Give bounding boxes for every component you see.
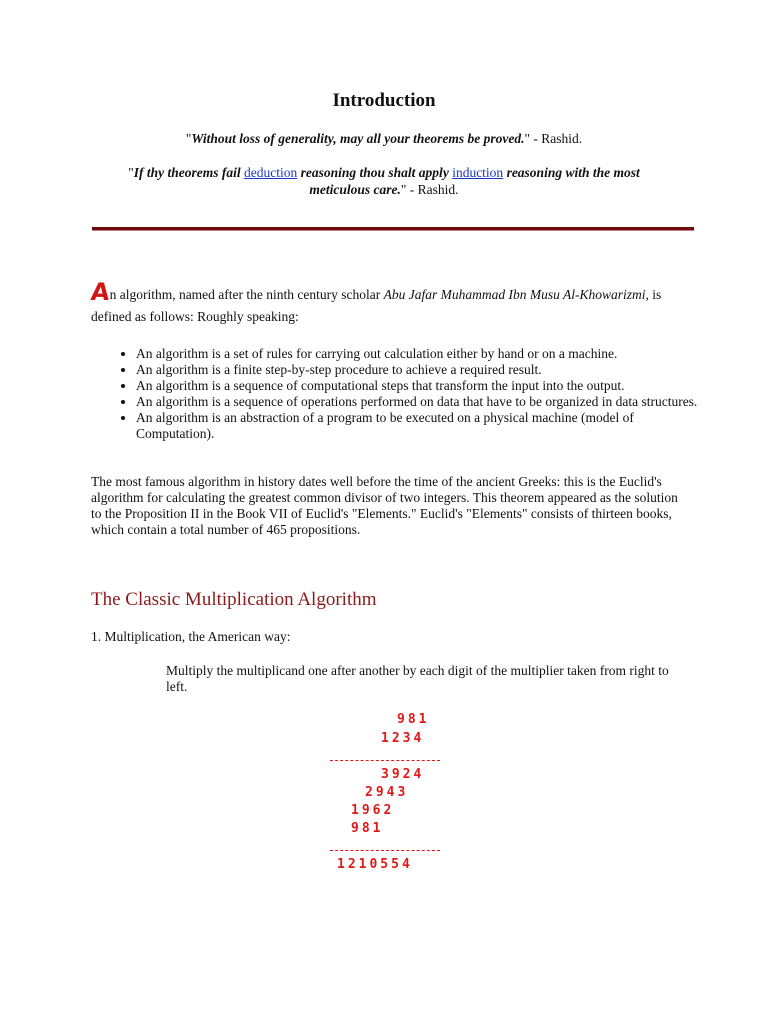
product-result: 1210554: [337, 857, 413, 872]
euclid-paragraph: The most famous algorithm in history dates well before the time of the ancient Greeks: this is the Euclid's algorithm for calculating the greatest common divisor of two integers. This theorem appeared as the solution to the Proposition II in the Book VII of Euclid's "Elements." Euclid's "Elements" consists of thirteen books, which contain a total number of 465 propositions.: [91, 474, 678, 537]
quote-text: Without loss of generality, may all your theorems be proved.: [191, 131, 525, 146]
quote-deduction-induction: [110, 164, 658, 198]
section-heading: The Classic Multiplication Algorithm: [91, 589, 377, 610]
drop-cap-letter: A: [89, 278, 112, 306]
horizontal-divider: [92, 227, 694, 231]
induction-link[interactable]: induction: [452, 165, 504, 180]
algorithm-definitions-list: [108, 346, 701, 442]
quote-text-part3: reasoning with the most meticulous care.: [309, 165, 640, 197]
step-heading: 1. Multiplication, the American way:: [91, 629, 291, 644]
separator-line-bottom: [330, 850, 440, 851]
quote-text-part1: If thy theorems fail: [133, 165, 245, 180]
scholar-name: Abu Jafar Muhammad Ibn Musu Al-Khowarizmi: [383, 287, 646, 302]
list-item: • An algorithm is an abstraction of a program to be executed on a physical machine (model of Computation).: [136, 410, 701, 442]
deduction-link[interactable]: deduction: [244, 165, 298, 180]
quote-open-mark: ": [185, 131, 192, 146]
intro-text-start: n algorithm, named after the ninth century scholar: [109, 287, 384, 302]
list-item: • An algorithm is a sequence of operations performed on data that have to be organized in data structures.: [136, 394, 701, 410]
intro-text-end: , is defined as follows: Roughly speaking:: [91, 287, 662, 324]
partial-product: 981: [351, 821, 384, 836]
page-title: Introduction: [332, 90, 436, 111]
partial-product: 3924: [381, 767, 425, 782]
multiplicand: 981: [397, 712, 430, 727]
list-item: • An algorithm is a finite step-by-step procedure to achieve a required result.: [136, 362, 701, 378]
list-item: • An algorithm is a sequence of computational steps that transform the input into the output.: [136, 378, 701, 394]
quote-generality: [110, 130, 658, 147]
quote-text-part2: reasoning thou shalt apply: [297, 165, 453, 180]
intro-paragraph: [89, 278, 681, 328]
list-item: • An algorithm is a set of rules for carrying out calculation either by hand or on a machine.: [136, 346, 701, 362]
multiplier: 1234: [381, 731, 425, 746]
partial-product: 2943: [365, 785, 409, 800]
quote-attribution: " - Rashid.: [400, 182, 459, 197]
separator-line-top: [330, 760, 440, 761]
quote-open-mark: ": [128, 165, 134, 180]
partial-product: 1962: [351, 803, 395, 818]
method-explanation: Multiply the multiplicand one after another by each digit of the multiplier taken from right to left.: [166, 663, 669, 694]
quote-attribution: " - Rashid.: [524, 131, 583, 146]
